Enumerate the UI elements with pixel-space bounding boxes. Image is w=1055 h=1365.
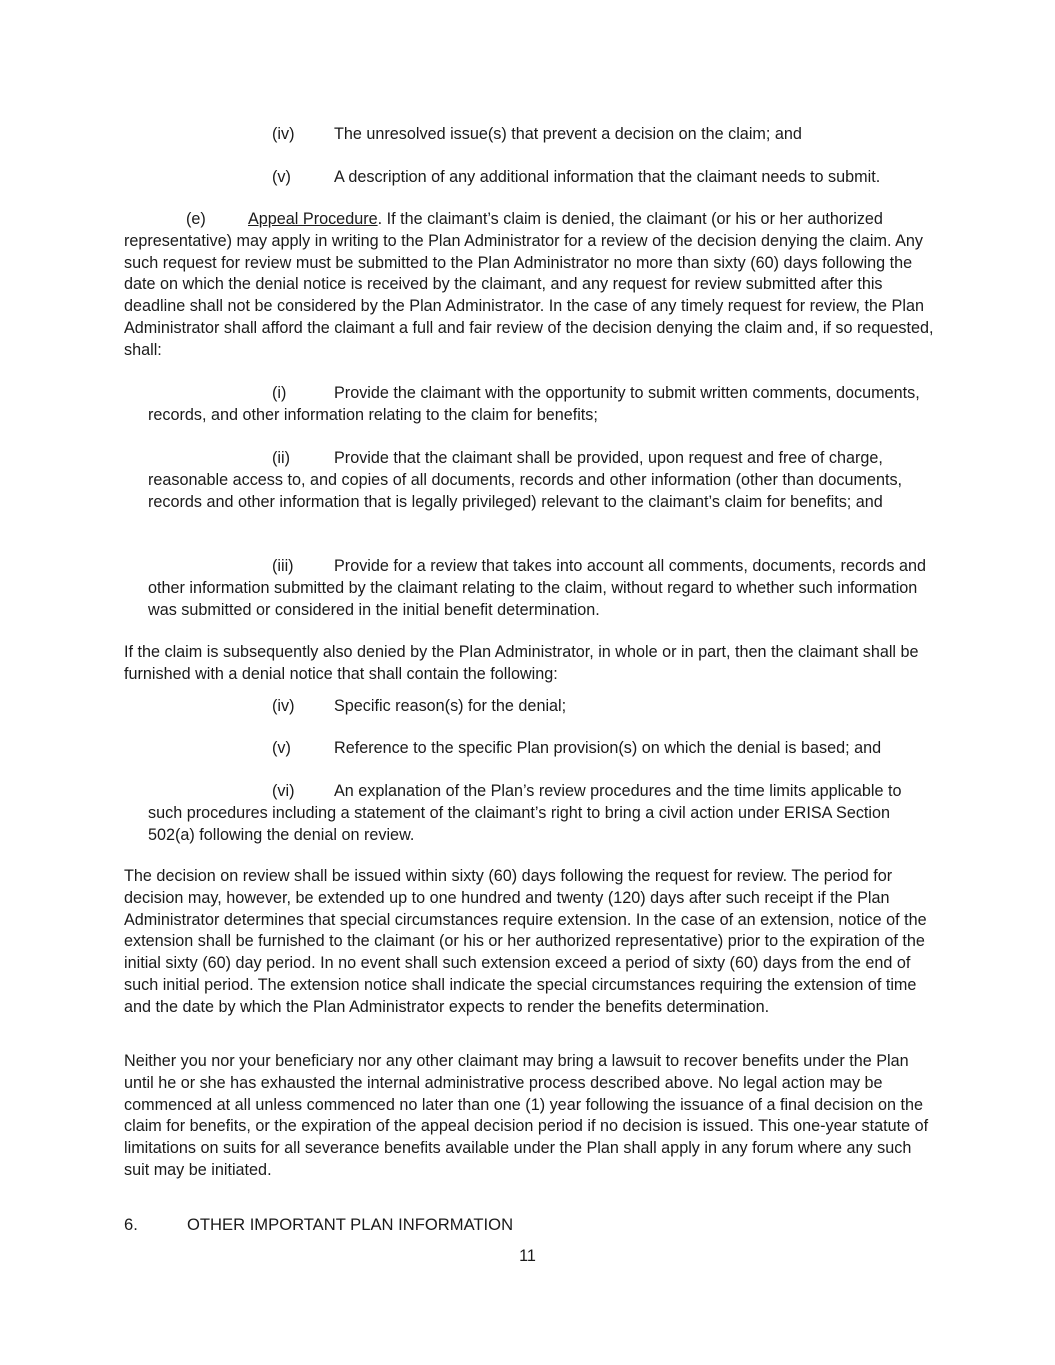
- review-item-iii: [148, 556, 934, 621]
- item-number: (i): [272, 384, 287, 402]
- item-text: Provide for a review that takes into account all comments, documents, records and other information submitted by the claimant relating to the claim, without regard to whether such information was submitted or considered in the initial benefit determination.: [148, 557, 927, 619]
- decision-review-paragraph: The decision on review shall be issued within sixty (60) days following the request for review. The period for decision may, however, be extended up to one hundred and twenty (120) days after such receipt if the Plan Administrator determines that special circumstances require extension. In the case of an extension, notice of the extension shall be furnished to the claimant (or his or her authorized representative) prior to the expiration of the initial sixty (60) day period. In no event shall such extension exceed a period of sixty (60) days from the end of such initial period. The extension notice shall indicate the special circumstances requiring the extension of time and the date by which the Plan Administrator expects to render the benefits determination.: [124, 867, 927, 1016]
- item-number: (iv): [272, 125, 295, 143]
- appeal-title: Appeal Procedure: [248, 210, 378, 228]
- review-item-i: [148, 383, 934, 427]
- item-number: (vi): [272, 782, 295, 800]
- denial-item-iv: [272, 696, 952, 718]
- item-number: (iii): [272, 557, 294, 575]
- item-number: (v): [272, 739, 291, 757]
- section-heading: [124, 1214, 513, 1236]
- item-text: Provide that the claimant shall be provided, upon request and free of charge, reasonable access to, and copies of all documents, records and other information (other than documents, records and other information that is legally privileged) relevant to the claimant’s claim for benefits; and: [148, 449, 903, 511]
- list-item-v-additional-info: [272, 167, 952, 189]
- item-text: Reference to the specific Plan provision(s) on which the denial is based; and: [334, 739, 882, 757]
- item-text: Provide the claimant with the opportunity to submit written comments, documents, records, and other information relating to the claim for benefits;: [148, 384, 920, 424]
- item-number: (v): [272, 168, 291, 186]
- item-number: (iv): [272, 697, 295, 715]
- item-text: A description of any additional information that the claimant needs to submit.: [334, 168, 881, 186]
- denial-notice-paragraph: If the claim is subsequently also denied by the Plan Administrator, in whole or in part, then the claimant shall be furnished with a denial notice that shall contain the following:: [124, 643, 919, 683]
- list-item-iv-unresolved: [272, 124, 952, 146]
- denial-item-v: [272, 738, 952, 760]
- item-text: Specific reason(s) for the denial;: [334, 697, 567, 715]
- item-text: An explanation of the Plan’s review procedures and the time limits applicable to such procedures including a statement of the claimant’s right to bring a civil action under ERISA Section 502(a) following the denial on review.: [148, 782, 902, 844]
- section-number: 6.: [124, 1215, 138, 1234]
- section-title: OTHER IMPORTANT PLAN INFORMATION: [187, 1215, 514, 1234]
- item-number: (ii): [272, 449, 290, 467]
- page-number: 11: [519, 1247, 536, 1265]
- review-item-ii: [148, 448, 934, 513]
- appeal-body: . If the claimant’s claim is denied, the claimant (or his or her authorized representative) may apply in writing to the Plan Administrator for a review of the decision denying the claim. Any such request for review must be submitted to the Plan Administrator no more than sixty (60) days following the date on which the denial notice is received by the claimant, and any request for review submitted after this deadline shall not be considered by the Plan Administrator. In the case of any timely request for review, the Plan Administrator shall afford the claimant a full and fair review of the decision denying the claim and, if so requested, shall:: [124, 210, 934, 359]
- appeal-procedure-paragraph: [124, 209, 936, 362]
- appeal-number: (e): [186, 210, 206, 228]
- denial-item-vi: [148, 781, 934, 846]
- lawsuit-paragraph: Neither you nor your beneficiary nor any other claimant may bring a lawsuit to recover benefits under the Plan until he or she has exhausted the internal administrative process described above. No legal action may be commenced at all unless commenced no later than one (1) year following the issuance of a final decision on the claim for benefits, or the expiration of the appeal decision period if no decision is issued. This one-year statute of limitations on suits for all severance benefits available under the Plan shall apply in any forum where any such suit may be initiated.: [124, 1052, 929, 1179]
- item-text: The unresolved issue(s) that prevent a decision on the claim; and: [334, 125, 802, 143]
